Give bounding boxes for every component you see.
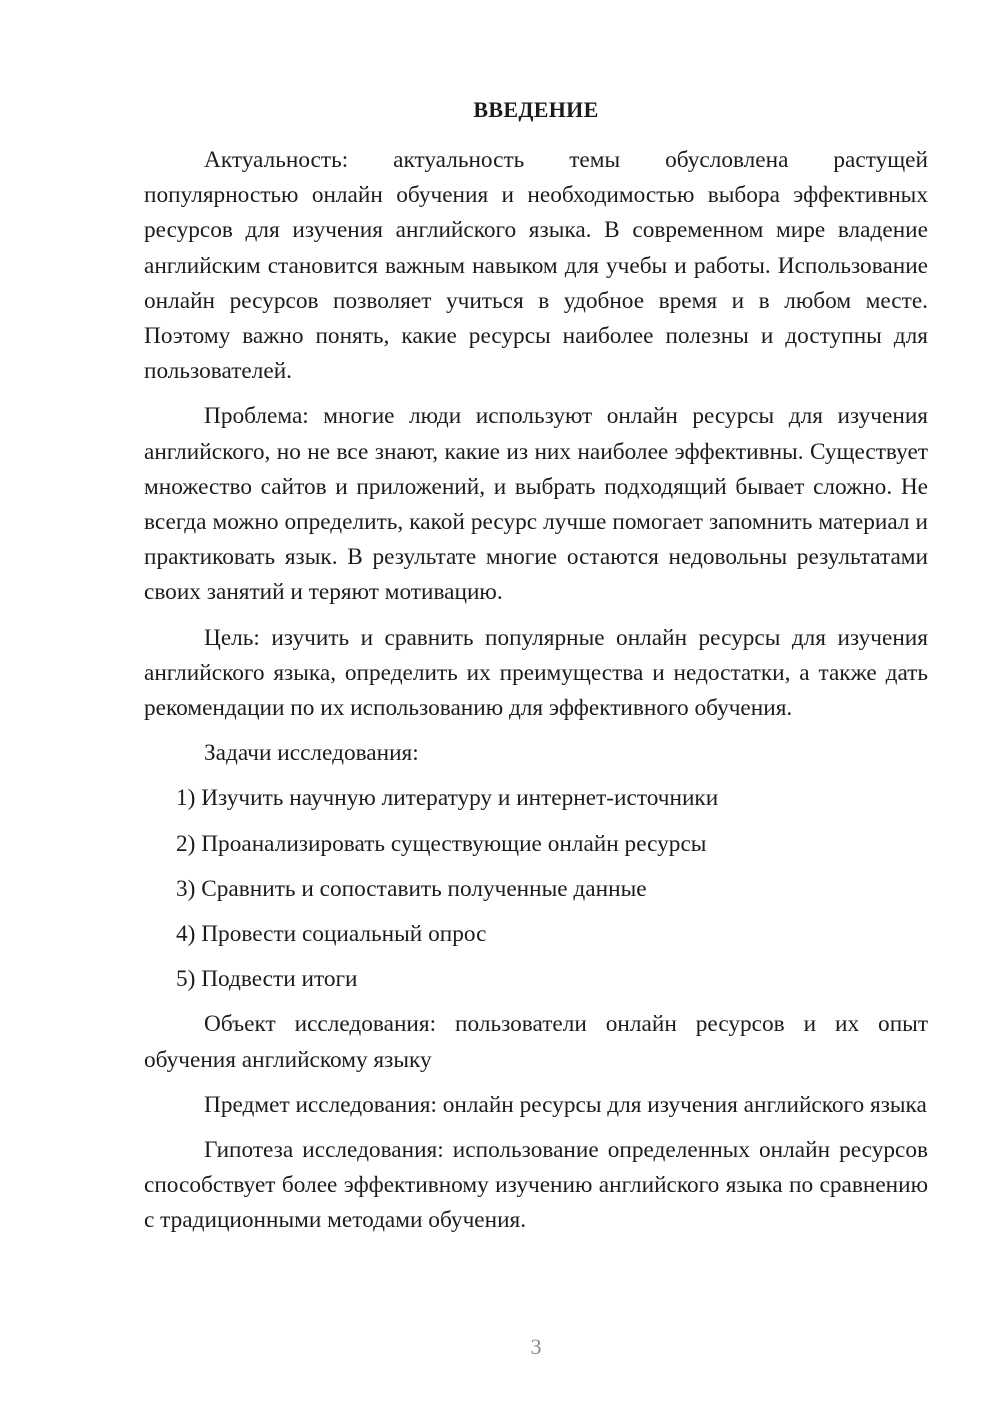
document-body (144, 143, 928, 1239)
paragraph-hypothesis: Гипотеза исследования: использование определенных онлайн ресурсов способствует более эффективному изучению английского языка по сравнению с традиционными методами обучения. (144, 1137, 928, 1234)
tasks-list (144, 781, 928, 1007)
tasks-heading: Задачи исследования: (204, 740, 419, 767)
paragraph-goal: Цель: изучить и сравнить популярные онлайн ресурсы для изучения английского языка, определить их преимущества и недостатки, а также дать рекомендации по их использованию для эффективного обучения. (144, 624, 928, 722)
paragraph-relevance: Актуальность: актуальность темы обусловлена растущей популярностью онлайн обучения и необходимостью выбора эффективных ресурсов для изучения английского языка. В современном мире владение английским становится важным навыком для учебы и работы. Использование онлайн ресурсов позволяет учиться в удобное время и в любом месте. Поэтому важно понять, какие ресурсы наиболее полезны и доступны для пользователей. (144, 147, 928, 385)
page-title: ВВЕДЕНИЕ (473, 97, 599, 122)
page-number: 3 (530, 1334, 542, 1359)
list-item: 4) Провести социальный опрос (176, 921, 487, 948)
list-item: 3) Сравнить и сопоставить полученные данные (176, 875, 647, 902)
list-item: 1) Изучить научную литературу и интернет-источники (176, 785, 719, 812)
paragraph-object: Объект исследования: пользователи онлайн ресурсов и их опыт обучения английскому языку (144, 1011, 928, 1073)
paragraph-subject: Предмет исследования: онлайн ресурсы для изучения английского языка (204, 1091, 927, 1118)
paragraph-problem: Проблема: многие люди используют онлайн ресурсы для изучения английского, но не все знают, какие из них наиболее эффективны. Существует множество сайтов и приложений, и выбрать подходящий бывает сложно. Не всегда можно определить, какой ресурс лучше помогает запомнить материал и практиковать язык. В результате многие остаются недовольны результатами своих занятий и теряют мотивацию. (144, 403, 928, 606)
list-item: 5) Подвести итоги (176, 966, 358, 993)
list-item: 2) Проанализировать существующие онлайн ресурсы (176, 830, 707, 857)
